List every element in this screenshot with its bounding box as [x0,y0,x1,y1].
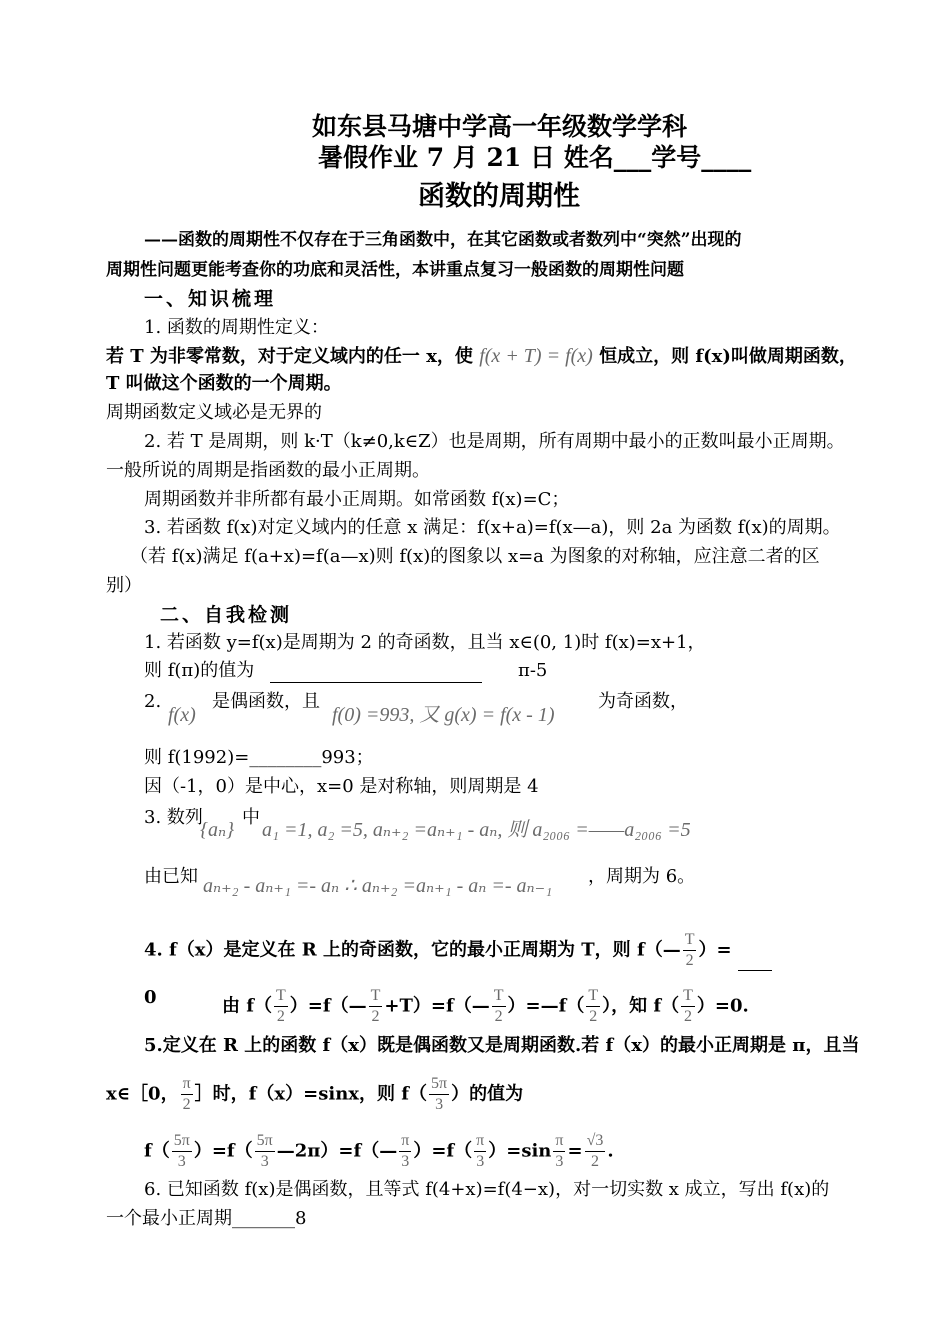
q1-line-2: 则 f(π)的值为 [144,659,482,683]
q2-line-4: 因（-1，0）是中心，x=0 是对称轴，则周期是 4 [144,776,539,797]
q4-answer: 0 [144,987,157,1008]
q3-given: 由已知 [144,866,198,887]
fraction-t-over-2: $\frac{T}{2}$ [276,987,286,1025]
school-line: 如东县马塘中学高一年级数学学科 [312,112,688,141]
q4-explanation: 由 f（ $\frac{T}{2}$ ）=f（— $\frac{T}{2}$ +T）=f（— $\frac{T}{2}$ ）=—f（ $\frac{T}{2}$ ），知 f（ $\frac{T}{2}$ ）=0. [222,987,749,1025]
definition-text: 若 T 为非零常数，对于定义域内的任一 x，使 f(x + T) = f(x) 恒成立，则 f(x)叫做周期函数， [106,345,857,367]
q5-line-1: 5.定义在 R 上的函数 f（x）既是偶函数又是周期函数.若 f（x）的最小正周期是 π，且当 [144,1035,860,1056]
q5-solution: f（ $\frac{5\pi}{3}$ ）=f（ $\frac{5\pi}{3}$ —2π）=f（— $\frac{\pi}{3}$ ）=f（ $\frac{\pi}{3}$ ）=sin $\frac{\pi}{3}$ = $\frac{√3}{2}$ . [144,1132,614,1170]
fraction-t-over-2: $\frac{T}{2}$ [684,931,695,969]
fraction-pi-over-3: $\frac{\pi}{3}$ [555,1132,564,1170]
q1-answer-blank [270,664,482,683]
fraction-pi-over-2: $\frac{\pi}{2}$ [182,1075,191,1113]
q3-period: ，周期为 6。 [588,866,696,887]
fraction-5pi-over-3: $\frac{5\pi}{3}$ [173,1132,190,1170]
section-1-heading: 一、知识梳理 [144,288,277,310]
fraction-pi-over-3: $\frac{\pi}{3}$ [476,1132,485,1170]
q2-line-3: 则 f(1992)=________993； [144,747,374,768]
q2-function: f(x) [168,704,196,726]
property-3-line-2: （若 f(x)满足 f(a+x)=f(a—x)则 f(x)的图象以 x=a 为图象的对称轴，应注意二者的区 [130,546,820,567]
fraction-t-over-2: $\frac{T}{2}$ [683,987,693,1025]
q3-sequence: {aₙ} [200,819,235,841]
definition-title: 1. 函数的周期性定义： [144,317,329,338]
intro-line-1: ——函数的周期性不仅存在于三角函数中，在其它函数或者数列中“突然”出现的 [144,230,742,250]
property-3-line-3: 别） [106,575,142,596]
q1-answer: π-5 [518,660,548,681]
fraction-t-over-2: $\frac{T}{2}$ [588,987,599,1025]
fraction-sqrt3-over-2: $\frac{√3}{2}$ [586,1132,604,1170]
intro-line-2: 周期性问题更能考查你的功底和灵活性，本讲重点复习一般函数的周期性问题 [106,260,684,280]
q3-text: 中 [242,807,260,828]
fraction-5pi-over-3: $\frac{5\pi}{3}$ [431,1075,448,1113]
q2-text-2: 为奇函数， [598,691,688,712]
page-title: 函数的周期性 [418,181,580,212]
q1-line-1: 1. 若函数 y=f(x)是周期为 2 的奇函数，且当 x∈(0, 1)时 f(x)=x+1， [144,632,706,653]
fraction-pi-over-3: $\frac{\pi}{3}$ [401,1132,410,1170]
property-2-line-3: 周期函数并非所都有最小正周期。如常函数 f(x)=C； [144,489,570,510]
definition-period: T 叫做这个函数的一个周期。 [106,373,342,394]
q3-number: 3. 数列 [144,807,203,828]
fraction-t-over-2: $\frac{T}{2}$ [493,987,504,1025]
fraction-5pi-over-3: $\frac{5\pi}{3}$ [256,1132,273,1170]
q4-answer-blank [738,952,772,971]
property-2-line-2: 一般所说的周期是指函数的最小正周期。 [106,460,430,481]
property-2-line-1: 2. 若 T 是周期，则 k·T（k≠0,k∈Z）也是周期，所有周期中最小的正数叫最小正周期。 [144,431,845,452]
q4-line-1: 4. f（x）是定义在 R 上的奇函数，它的最小正周期为 T，则 f（— $\frac{T}{2}$ ）= [144,930,772,971]
definition-domain: 周期函数定义域必是无界的 [106,402,322,423]
period-formula: f(x + T) = f(x) [479,345,593,367]
q5-line-2: x∈［0， $\frac{\pi}{2}$ ］时，f（x）=sinx，则 f（ $\frac{5\pi}{3}$ ）的值为 [106,1075,524,1113]
section-2-heading: 二、自我检测 [160,604,293,626]
property-3-line-1: 3. 若函数 f(x)对定义域内的任意 x 满足：f(x+a)=f(x—a)，则 2a 为函数 f(x)的周期。 [144,517,841,538]
q6-line-1: 6. 已知函数 f(x)是偶函数，且等式 f(4+x)=f(4−x)，对一切实数 x 成立，写出 f(x)的 [144,1179,830,1200]
assignment-line: 暑假作业 7 月 21 日 姓名___学号____ [318,143,752,172]
q2-number: 2. [144,691,162,712]
q3-formula: a₁ =1, a₂ =5, aₙ₊₂ =aₙ₊₁ - aₙ, 则 a₂₀₀₆ =——a₂₀₀₆ =5 [262,819,691,841]
q2-formula: f(0) =993, 又 g(x) = f(x - 1) [332,704,555,726]
q3-formula-2: aₙ₊₂ - aₙ₊₁ =- aₙ ∴ aₙ₊₂ =aₙ₊₁ - aₙ =- aₙ₋₁ [203,875,553,897]
q2-text-1: 是偶函数，且 [212,691,320,712]
fraction-t-over-2: $\frac{T}{2}$ [370,987,381,1025]
q6-line-2: 一个最小正周期_______8 [106,1208,307,1229]
